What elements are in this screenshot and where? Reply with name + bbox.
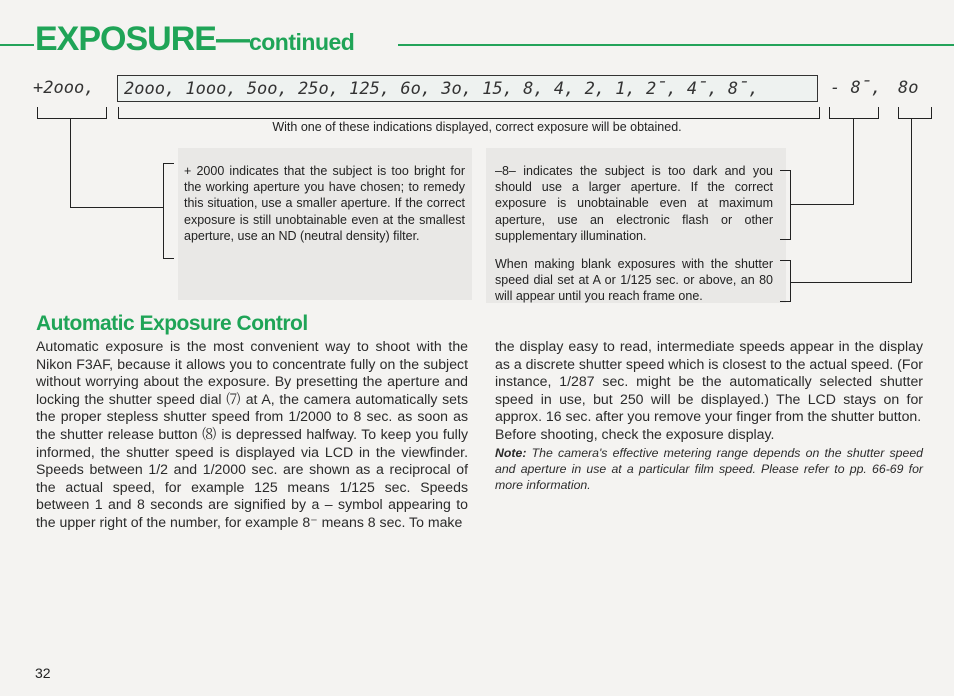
bracket-dark-note-bottom	[780, 239, 791, 240]
page-title	[35, 20, 354, 59]
leader-bright-vertical	[70, 118, 71, 208]
lcd-bright-indicator: +2ooo,	[33, 78, 95, 98]
metering-note-text: The camera's effective metering range depends on the shutter speed and aperture in use at a particular film speed. Please refer to pp. 66-69 for more information.	[495, 445, 923, 492]
header-rule-right	[398, 44, 954, 46]
body-paragraph-2: the display easy to read, intermediate speeds appear in the display as a discrete shutter speed which is closest to the actual speed. (For instance, 1/287 sec. might be the automatically selected shutter speed in use, but 250 will be displayed.) The LCD stays on for approx. 16 sec. after you remove your finger from the shutter button.	[495, 338, 923, 425]
metering-note	[495, 445, 923, 493]
lcd-speed-box	[117, 75, 818, 102]
lcd-dark-indicator: - 8ˉ,	[830, 78, 882, 98]
body-paragraph-3: Before shooting, check the exposure display.	[495, 425, 775, 442]
bracket-bright-note-top	[163, 163, 174, 164]
bracket-dark-note-vertical	[790, 170, 791, 240]
body-paragraph-1: Automatic exposure is the most convenient way to shoot with the Nikon F3AF, because it allows you to concentrate fully on the subject without worrying about the exposure. By presetting the aperture and locking the shutter speed dial ⑺ at A, the camera automatically sets the proper stepless shutter speed from 1/2000 to 8 sec. as soon as the shutter release button ⑻ is depressed halfway. To keep you fully informed, the shutter speed is displayed via LCD in the viewfinder. Speeds between 1/2 and 1/2000 sec. are shown as a reciprocal of the actual speed, for example 125 means 1/125 sec. Speeds between 1 and 8 seconds are signified by a – symbol appearing to the upper right of the number, for example 8⁻ means 8 sec. To make	[36, 338, 468, 530]
bracket-dark-note-top	[780, 170, 791, 171]
note-blank-exposure: When making blank exposures with the shutter speed dial set at A or 1/125 sec. or above, an 80 will appear until you reach frame one.	[495, 257, 773, 304]
page-title-sub: continued	[248, 29, 355, 55]
page-title-main: EXPOSURE	[35, 20, 216, 58]
section-title: Automatic Exposure Control	[36, 312, 308, 335]
bracket-speeds	[118, 107, 820, 119]
bracket-bright-note-bottom	[163, 258, 174, 259]
leader-bright-horizontal	[70, 207, 163, 208]
leader-dark-horizontal	[790, 204, 854, 205]
body-column-left	[36, 338, 468, 532]
bracket-dark	[829, 107, 879, 119]
note-too-bright: + 2000 indicates that the subject is too bright for the working aperture you have chosen; to remedy this situation, use a smaller aperture. If the correct exposure is still unobtainable even at the smallest aperture, use an ND (neutral density) filter.	[184, 164, 465, 243]
page-title-dash: —	[215, 20, 249, 58]
bracket-blank	[898, 107, 932, 119]
bracket-blank-note-vertical	[790, 260, 791, 302]
lcd-blank-indicator: 8o	[898, 78, 919, 98]
body-column-right	[495, 338, 923, 493]
bracket-blank-note-bottom	[780, 301, 791, 302]
bracket-bright	[37, 107, 107, 119]
header-rule-left	[0, 44, 34, 46]
metering-note-label: Note:	[495, 445, 527, 460]
note-too-dark: –8– indicates the subject is too dark and you should use a larger aperture. If the correct exposure is unobtainable even at maximum aperture, use an electronic flash or other supplementary illumination.	[495, 164, 773, 243]
lcd-speed-sequence: 2ooo, 1ooo, 5oo, 25o, 125, 6o, 3o, 15, 8, 4, 2, 1, 2ˉ, 4ˉ, 8ˉ,	[124, 79, 759, 99]
bracket-bright-note-vertical	[163, 163, 164, 259]
leader-dark-vertical	[853, 118, 854, 205]
page-number: 32	[35, 665, 51, 681]
leader-blank-horizontal	[790, 282, 912, 283]
bracket-blank-note-top	[780, 260, 791, 261]
leader-blank-vertical	[911, 118, 912, 283]
display-caption: With one of these indications displayed, correct exposure will be obtained.	[272, 120, 682, 134]
